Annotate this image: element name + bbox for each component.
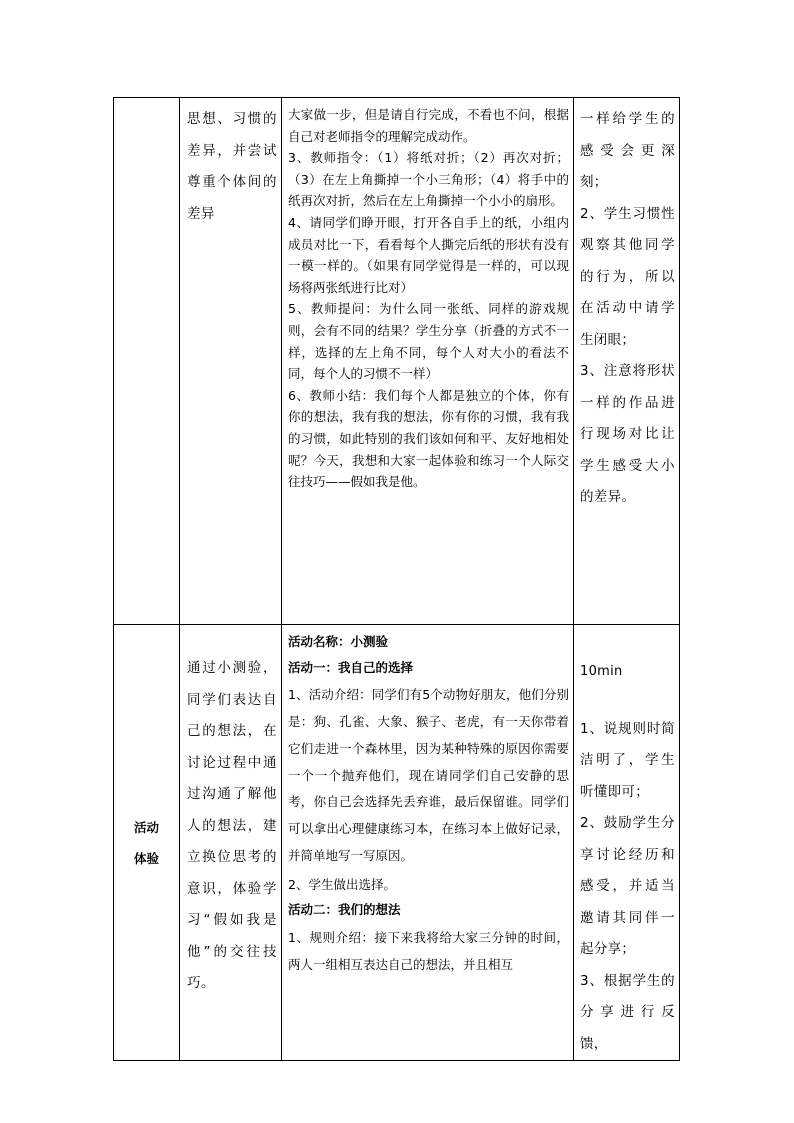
notes-cell: [574, 625, 680, 1061]
note-item: 3、注意将形状一样的作品进行现场对比让学生感受大小的差异。: [580, 363, 675, 505]
stage-label-text: 活动体验: [133, 819, 159, 866]
table-row: [114, 625, 680, 1061]
note-item: 一样给学生的感受会更深刻；: [580, 111, 675, 190]
process-paragraph: 2、学生做出选择。: [288, 876, 396, 892]
process-paragraph: 大家做一步，但是请自行完成，不看也不问，根据自己对老师指令的理解完成动作。: [288, 107, 569, 144]
goal-text: 通过小测验，同学们表达自己的想法，在讨论过程中通过沟通了解他人的想法，建立换位思考的意识，体验学习“假如我是他”的交往技巧。: [187, 660, 277, 991]
goal-text: 思想、习惯的差异，并尝试尊重个体间的差异: [187, 111, 277, 222]
notes-cell: [574, 98, 680, 625]
process-paragraph: 1、规则介绍：接下来我将给大家三分钟的时间，两人一组相互表达自己的想法，并且相互: [288, 929, 569, 972]
process-cell: [282, 625, 574, 1061]
note-item: 1、说规则时简洁明了，学生听懂即可；: [580, 720, 675, 800]
activity-title: 活动一：我自己的选择: [288, 659, 414, 675]
process-paragraph: 5、教师提问：为什么同一张纸、同样的游戏规则，会有不同的结果？学生分享（折叠的方式不一样，选择的左上角不同，每个人对大小的看法不同，每个人的习惯不一样）: [288, 301, 569, 382]
time-label: 10min: [580, 664, 623, 679]
goal-cell: [180, 625, 282, 1061]
table-row: [114, 98, 680, 625]
lesson-plan-table: [113, 97, 680, 1061]
process-paragraph: 3、教师指令：（1）将纸对折；（2）再次对折；（3）在左上角撕掉一个小三角形；（4）将手中的纸再次对折，然后在左上角撕掉一个小小的扇形。: [288, 150, 569, 209]
note-item: 2、学生习惯性观察其他同学的行为，所以在活动中请学生闭眼；: [580, 205, 675, 348]
activity-name: 活动名称：小测验: [288, 634, 389, 649]
process-paragraph: 1、活动介绍：同学们有5个动物好朋友，他们分别是：狗、孔雀、大象、猴子、老虎，有一天你带着它们走进一个森林里，因为某种特殊的原因你需要一个一个抛弃他们，现在请同学们自己安静的思考，你自己会选择先丢弃谁，最后保留谁。同学们可以拿出心理健康练习本，在练习本上做好记录，并简单地写一写原因。: [288, 687, 569, 863]
process-paragraph: 4、请同学们睁开眼，打开各自手上的纸，小组内成员对比一下，看看每个人撕完后纸的形状有没有一模一样的。（如果有同学觉得是一样的，可以现场将两张纸进行比对）: [288, 214, 569, 295]
activity-title: 活动二：我们的想法: [288, 902, 401, 918]
stage-label: [114, 625, 180, 1061]
stage-cell-empty: [114, 98, 180, 625]
process-cell: [282, 98, 574, 625]
goal-cell: [180, 98, 282, 625]
note-item: 2、鼓励学生分享讨论经历和感受，并适当邀请其同伴一起分享；: [580, 815, 675, 957]
note-item: 3、根据学生的分享进行反馈，: [580, 972, 675, 1052]
process-paragraph: 6、教师小结：我们每个人都是独立的个体，你有你的想法，我有我的想法，你有你的习惯，我有我的习惯，如此特别的我们该如何和平、友好地相处呢？今天，我想和大家一起体验和练习一个人际交往技巧——假如我是他。: [288, 387, 569, 490]
